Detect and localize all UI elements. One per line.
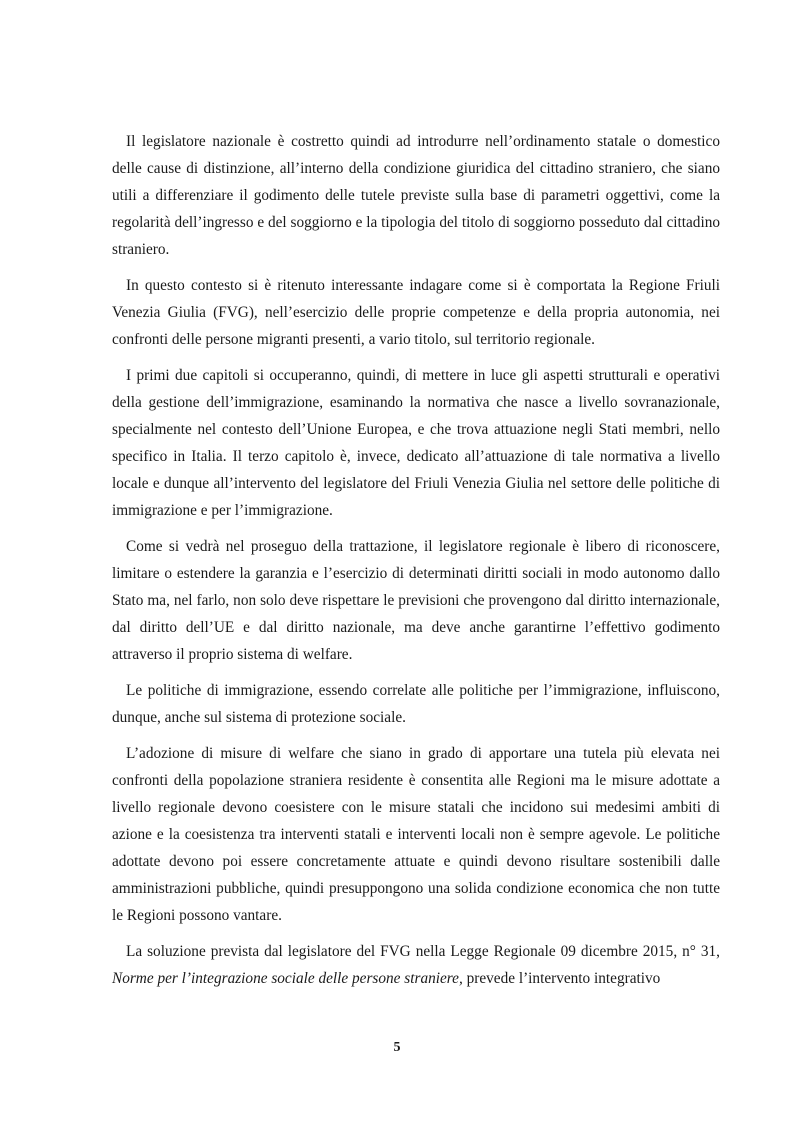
page-number: 5 xyxy=(393,1040,401,1055)
paragraph-6: L’adozione di misure di welfare che siano in grado di apportare una tutela più elevata nei confronti della popolazione straniera residente è consentita alle Regioni ma le misure adottate a livello regionale devono coesistere con le misure statali che incidono sui medesimi ambiti di azione e la coesistenza tra interventi statali e interventi locali non è sempre agevole. Le politiche adottate devono poi essere concretamente attuate e quindi devono risultare sostenibili dalle amministrazioni pubbliche, quindi presuppongono una solida condizione economica che non tutte le Regioni possono vantare. xyxy=(112,745,720,924)
paragraph-7-text-end: prevede l’intervento integrativo xyxy=(462,970,661,987)
paragraph-2: In questo contesto si è ritenuto interessante indagare come si è comportata la Regione Friuli Venezia Giulia (FVG), nell’esercizio delle proprie competenze e della propria autonomia, nei confronti delle persone migranti presenti, a vario titolo, sul territorio regionale. xyxy=(112,277,720,348)
paragraph-5: Le politiche di immigrazione, essendo correlate alle politiche per l’immigrazione, influiscono, dunque, anche sul sistema di protezione sociale. xyxy=(112,682,720,726)
paragraph-3: I primi due capitoli si occuperanno, quindi, di mettere in luce gli aspetti strutturali e operativi della gestione dell’immigrazione, esaminando la normativa che nasce a livello sovranazionale, specialmente nel contesto dell’Unione Europea, e che trova attuazione negli Stati membri, nello specifico in Italia. Il terzo capitolo è, invece, dedicato all’attuazione di tale normativa a livello locale e dunque all’intervento del legislatore del Friuli Venezia Giulia nel settore delle politiche di immigrazione e per l’immigrazione. xyxy=(112,367,720,519)
law-title-italic: Norme per l’integrazione sociale delle persone straniere, xyxy=(112,970,463,987)
paragraph-7-text-start: La soluzione prevista dal legislatore del FVG nella Legge Regionale 09 dicembre 2015, n° 31, xyxy=(126,943,720,960)
paragraph-4: Come si vedrà nel proseguo della trattazione, il legislatore regionale è libero di riconoscere, limitare o estendere la garanzia e l’esercizio di determinati diritti sociali in modo autonomo dallo Stato ma, nel farlo, non solo deve rispettare le previsioni che provengono dal diritto internazionale, dal diritto dell’UE e dal diritto nazionale, ma deve anche garantirne l’effettivo godimento attraverso il proprio sistema di welfare. xyxy=(112,538,720,663)
document-body xyxy=(112,128,720,1001)
paragraph-7 xyxy=(112,938,720,992)
paragraph-1: Il legislatore nazionale è costretto quindi ad introdurre nell’ordinamento statale o domestico delle cause di distinzione, all’interno della condizione giuridica del cittadino straniero, che siano utili a differenziare il godimento delle tutele previste sulla base di parametri oggettivi, come la regolarità dell’ingresso e del soggiorno e la tipologia del titolo di soggiorno posseduto dal cittadino straniero. xyxy=(112,133,720,258)
